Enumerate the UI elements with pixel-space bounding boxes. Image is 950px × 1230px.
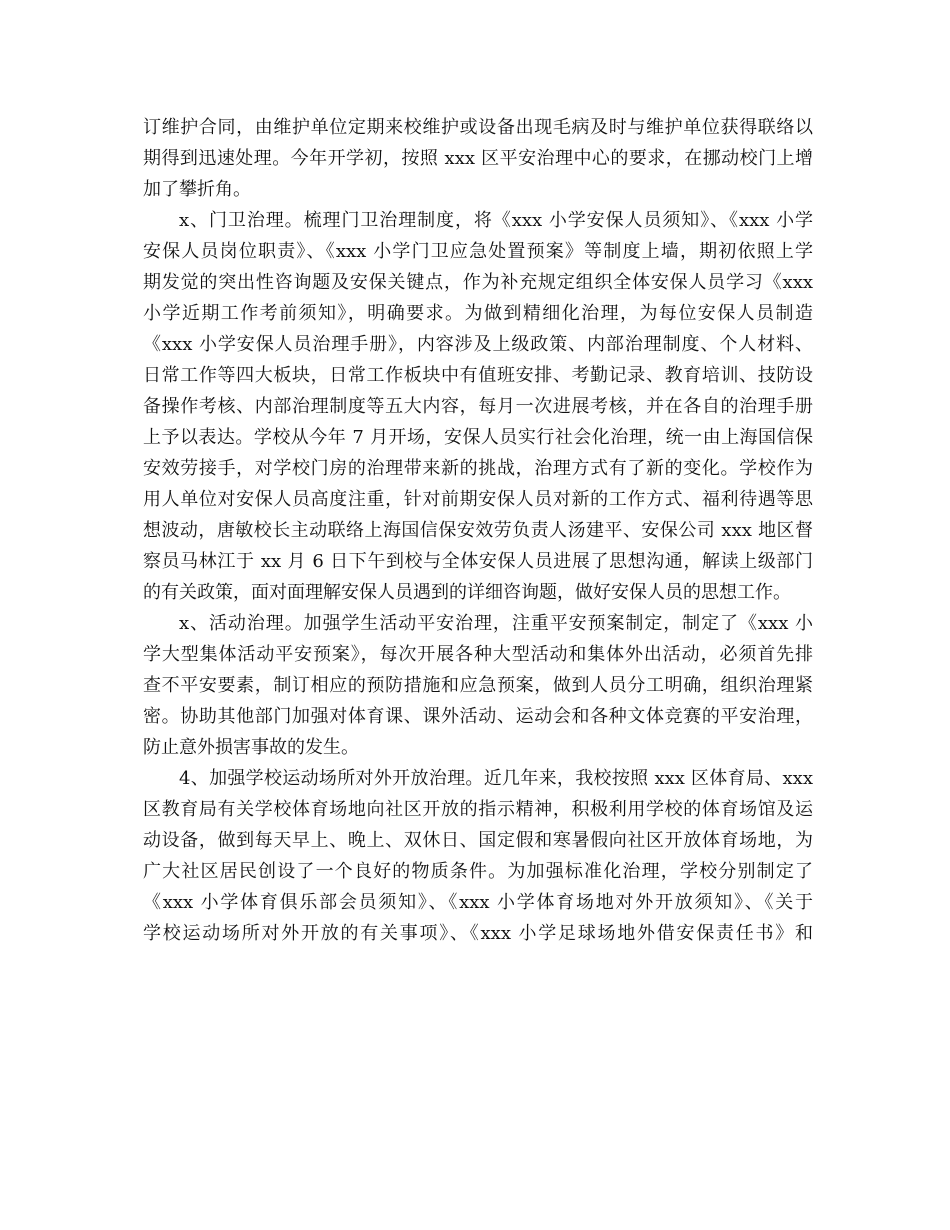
text-line: 安效劳接手，对学校门房的治理带来新的挑战，治理方式有了新的变化。学校作为 [143, 458, 813, 479]
text-line: 广大社区居民创设了一个良好的物质条件。为加强标准化治理，学校分别制定了 [143, 861, 813, 882]
text-line: 期得到迅速处理。今年开学初，按照 xxx 区平安治理中心的要求，在挪动校门上增 [143, 148, 813, 169]
text-line: 加了攀折角。 [143, 179, 251, 200]
text-line: 用人单位对安保人员高度注重，针对前期安保人员对新的工作方式、福利待遇等思 [143, 489, 813, 510]
text-line: 查不平安要素，制订相应的预防措施和应急预案，做到人员分工明确，组织治理紧 [143, 675, 813, 696]
text-line: 小学近期工作考前须知》，明确要求。为做到精细化治理，为每位安保人员制造 [143, 303, 813, 324]
text-line: 《xxx 小学安保人员治理手册》，内容涉及上级政策、内部治理制度、个人材料、 [143, 334, 813, 355]
text-line: 安保人员岗位职责》、《xxx 小学门卫应急处置预案》等制度上墙，期初依照上学 [143, 241, 813, 262]
paragraph-sports-venue-opening [143, 763, 813, 949]
text-line: 想波动，唐敏校长主动联络上海国信保安效劳负责人汤建平、安保公司 xxx 地区督 [143, 520, 813, 541]
text-line: 密。协助其他部门加强对体育课、课外活动、运动会和各种文体竞赛的平安治理， [143, 706, 813, 727]
paragraph-maintenance [143, 112, 813, 205]
text-line: 4、加强学校运动场所对外开放治理。近几年来，我校按照 xxx 区体育局、xxx [179, 768, 813, 789]
text-line: 日常工作等四大板块，日常工作板块中有值班安排、考勤记录、教育培训、技防设 [143, 365, 813, 386]
text-line: 订维护合同，由维护单位定期来校维护或设备出现毛病及时与维护单位获得联络以 [143, 117, 813, 138]
text-line: 备操作考核、内部治理制度等五大内容，每月一次进展考核，并在各自的治理手册 [143, 396, 813, 417]
text-line: 区教育局有关学校体育场地向社区开放的指示精神，积极利用学校的体育场馆及运 [143, 799, 813, 820]
text-line: 《xxx 小学体育俱乐部会员须知》、《xxx 小学体育场地对外开放须知》、《关于 [143, 892, 813, 913]
text-line: 察员马林江于 xx 月 6 日下午到校与全体安保人员进展了思想沟通，解读上级部门 [143, 551, 813, 572]
text-line: 防止意外损害事故的发生。 [143, 737, 359, 758]
text-line: x、活动治理。加强学生活动平安治理，注重平安预案制定，制定了《xxx 小 [179, 613, 813, 634]
paragraph-gatekeeper-management [143, 205, 813, 608]
paragraph-activity-management [143, 608, 813, 763]
text-line: 学大型集体活动平安预案》，每次开展各种大型活动和集体外出活动，必须首先排 [143, 644, 813, 665]
text-line: 期发觉的突出性咨询题及安保关键点，作为补充规定组织全体安保人员学习《xxx [143, 272, 813, 293]
text-line: 的有关政策，面对面理解安保人员遇到的详细咨询题，做好安保人员的思想工作。 [143, 582, 791, 603]
text-line: 上予以表达。学校从今年 7 月开场，安保人员实行社会化治理，统一由上海国信保 [143, 427, 813, 448]
text-line: 学校运动场所对外开放的有关事项》、《xxx 小学足球场地外借安保责任书》和 [143, 923, 813, 944]
text-line: 动设备，做到每天早上、晚上、双休日、国定假和寒暑假向社区开放体育场地，为 [143, 830, 813, 851]
text-line: x、门卫治理。梳理门卫治理制度，将《xxx 小学安保人员须知》、《xxx 小学 [179, 210, 813, 231]
document-page [143, 112, 813, 949]
